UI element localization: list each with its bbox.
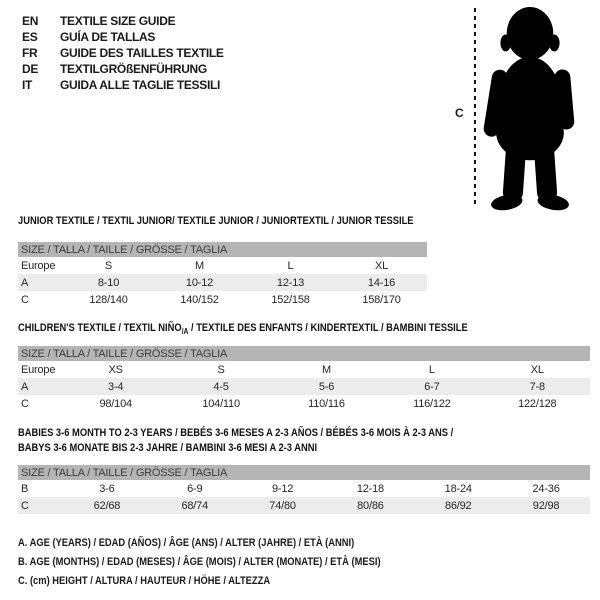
cell: 6-7: [379, 378, 484, 395]
cell: 4-5: [168, 378, 273, 395]
size-header: SIZE / TALLA / TAILLE / GRÖSSE / TAGLIA: [18, 346, 590, 361]
language-code: EN: [22, 14, 39, 28]
cell: 9-12: [271, 482, 294, 495]
table-row: [18, 395, 590, 412]
title-line-2: BABYS 3-6 MONATE BIS 2-3 JAHRE / BAMBINI 3-6 MESI A 2-3 ANNI: [18, 442, 318, 454]
cell: 18-24: [444, 482, 472, 495]
size-header-row: [18, 242, 427, 257]
section-title-babies: [18, 426, 453, 456]
language-row: [22, 29, 224, 45]
table-row: [18, 480, 590, 497]
size-header: SIZE / TALLA / TAILLE / GRÖSSE / TAGLIA: [18, 465, 590, 480]
row-label: B: [21, 482, 29, 495]
table-row: [18, 497, 590, 514]
language-code: ES: [22, 30, 38, 44]
cell: 12-13: [245, 274, 336, 291]
table-row: [18, 274, 427, 291]
language-row: [22, 13, 224, 29]
title-subscript: /A: [181, 327, 189, 337]
language-code: IT: [22, 78, 33, 92]
cell: 8-10: [63, 274, 154, 291]
language-title: GUIDE DES TAILLES TEXTILE: [60, 46, 224, 60]
language-title: TEXTILGRÖßENFÜHRUNG: [60, 62, 207, 76]
row-label: C: [18, 497, 63, 514]
cell: 98/104: [99, 397, 132, 410]
children-size-table: [18, 346, 590, 412]
language-title-list: [22, 13, 224, 93]
row-label: A: [18, 274, 63, 291]
footnote-b: B. AGE (MONTHS) / EDAD (MESES) / ÂGE (MOIS) / ALTER (MONATE) / ETÀ (MESI): [18, 556, 381, 568]
language-row: [22, 45, 224, 61]
cell: 74/80: [239, 497, 327, 514]
cell: XL: [530, 363, 544, 376]
language-row: [22, 77, 224, 93]
cell: 6-9: [187, 482, 203, 495]
title-line-1: BABIES 3-6 MONTH TO 2-3 YEARS / BEBÉS 3-6 MESES A 2-3 AÑOS / BÉBÉS 3-6 MOIS À 2-3 ANS /: [18, 427, 454, 439]
cell: 14-16: [336, 274, 427, 291]
footnotes: [18, 534, 381, 591]
babies-size-table: [18, 465, 590, 514]
cell: 104/110: [202, 397, 240, 410]
cell: 86/92: [414, 497, 502, 514]
row-label: C: [21, 397, 29, 410]
table-row: [18, 378, 590, 395]
cell: 152/158: [271, 293, 310, 306]
size-header: SIZE / TALLA / TAILLE / GRÖSSE / TAGLIA: [18, 242, 427, 257]
language-title: GUIDA ALLE TAGLIE TESSILI: [60, 78, 221, 92]
footnote-c: C. (cm) HEIGHT / ALTURA / HAUTEUR / HÖHE / ALTEZZA: [18, 575, 271, 587]
cell: XS: [108, 363, 123, 376]
cell: 80/86: [326, 497, 414, 514]
cell: 3-6: [99, 482, 115, 495]
cell: 24-36: [532, 482, 560, 495]
cell: XL: [374, 259, 389, 272]
section-title-children: [18, 321, 468, 339]
section-title-junior: JUNIOR TEXTILE / TEXTIL JUNIOR/ TEXTILE JUNIOR / JUNIORTEXTIL / JUNIOR TESSILE: [18, 215, 414, 227]
row-label: C: [21, 293, 29, 306]
cell: 3-4: [63, 378, 168, 395]
row-label: Europe: [21, 259, 56, 272]
baby-silhouette-icon: [477, 6, 583, 212]
height-measure-dashed-line: [474, 8, 476, 208]
title-text: CHILDREN'S TEXTILE / TEXTIL NIÑO: [18, 322, 182, 334]
cell: S: [217, 363, 225, 376]
table-row: [18, 257, 427, 274]
cell: 140/152: [180, 293, 219, 306]
cell: S: [104, 259, 113, 272]
title-text: / TEXTILE DES ENFANTS / KINDERTEXTIL / BAMBINI TESSILE: [188, 322, 468, 334]
cell: M: [195, 259, 204, 272]
cell: 128/140: [89, 293, 128, 306]
cell: 7-8: [485, 378, 590, 395]
size-header-row: [18, 465, 590, 480]
cell: L: [287, 259, 294, 272]
language-code: DE: [22, 62, 39, 76]
language-row: [22, 61, 224, 77]
cell: 116/122: [413, 397, 451, 410]
cell: 110/116: [308, 397, 345, 410]
cell: 5-6: [274, 378, 379, 395]
cell: M: [321, 363, 331, 376]
footnote-a: A. AGE (YEARS) / EDAD (AÑOS) / ÂGE (ANS) / ALTER (JAHRE) / ETÀ (ANNI): [18, 537, 355, 549]
cell: L: [428, 363, 435, 376]
table-row: [18, 291, 427, 308]
cell: 10-12: [154, 274, 245, 291]
language-code: FR: [22, 46, 38, 60]
language-title: TEXTILE SIZE GUIDE: [60, 14, 176, 28]
cell: 62/68: [63, 497, 151, 514]
table-row: [18, 361, 590, 378]
cell: 12-18: [356, 482, 384, 495]
height-measure-label: C: [455, 106, 464, 120]
cell: 92/98: [502, 497, 590, 514]
size-header-row: [18, 346, 590, 361]
language-title: GUÍA DE TALLAS: [60, 30, 156, 44]
cell: 158/170: [362, 293, 401, 306]
cell: 68/74: [151, 497, 239, 514]
row-label: A: [18, 378, 63, 395]
junior-size-table: [18, 242, 427, 308]
cell: 122/128: [518, 397, 557, 410]
row-label: Europe: [21, 363, 56, 376]
